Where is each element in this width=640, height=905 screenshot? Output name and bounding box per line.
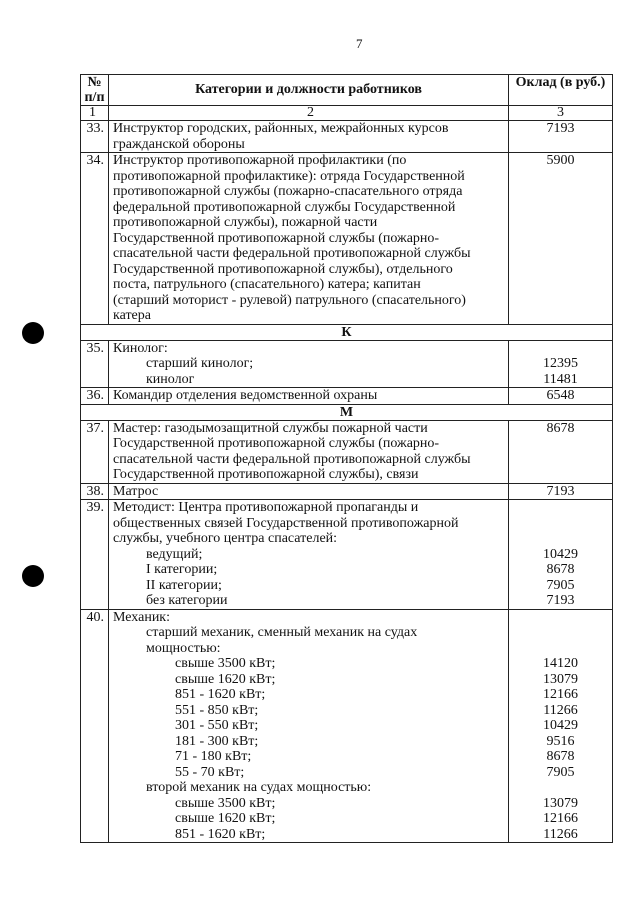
row-text: свыше 1620 кВт; (175, 811, 276, 826)
row-num: 34. (81, 153, 109, 324)
table-header (81, 75, 612, 105)
row-text: спасательной части федеральной противопожарной службы (113, 246, 471, 261)
row-value: 11266 (543, 826, 578, 842)
row-value: 8678 (546, 749, 575, 764)
section-letter: К (341, 324, 352, 340)
row-text: старший кинолог; (146, 356, 254, 371)
header-salary: Оклад (в руб.) (515, 75, 606, 90)
row-text: мощностью: (146, 640, 221, 656)
row-text: федеральной противопожарной службы Государственной (113, 199, 456, 215)
binder-hole (22, 322, 44, 344)
row-text: Методист: Центра противопожарной пропаганды и (113, 500, 419, 515)
row-value: 14120 (543, 656, 578, 671)
row-text: 851 - 1620 кВт; (175, 687, 266, 702)
row-category (109, 500, 509, 609)
row-text: старший механик, сменный механик на судах (146, 625, 418, 640)
row-text: Государственной противопожарной службы (пожарно- (113, 230, 440, 246)
table-row (81, 420, 612, 483)
row-text: общественных связей Государственной противопожарной (113, 515, 459, 531)
section-letter: М (339, 404, 354, 420)
row-text: спасательной части федеральной противопожарной службы (113, 451, 471, 467)
binder-hole (22, 565, 44, 587)
index-2: 2 (109, 106, 509, 120)
table-row (81, 609, 612, 843)
row-text: Мастер: газодымозащитной службы пожарной части (113, 420, 428, 436)
row-text: противопожарной службы), пожарной части (113, 215, 378, 230)
row-category (109, 421, 509, 483)
row-text: 851 - 1620 кВт; (175, 826, 266, 842)
row-category (109, 610, 509, 843)
row-text: противопожарной профилактике): отряда Государственной (113, 168, 465, 184)
row-salary (509, 610, 612, 843)
table-row (81, 499, 612, 609)
row-value: 8678 (546, 562, 575, 577)
row-text: 551 - 850 кВт; (175, 702, 259, 718)
row-value: 12166 (543, 811, 578, 826)
table-row (81, 483, 612, 500)
row-text: свыше 3500 кВт; (175, 656, 276, 671)
row-text: 55 - 70 кВт; (175, 764, 245, 780)
row-text: кинолог (146, 371, 195, 387)
row-salary (509, 500, 612, 609)
row-value: 11481 (543, 371, 578, 387)
row-text: свыше 1620 кВт; (175, 671, 276, 687)
row-text: Инструктор противопожарной профилактики (по (113, 153, 407, 168)
row-text: 301 - 550 кВт; (175, 718, 259, 733)
row-value: 13079 (543, 671, 578, 687)
row-text: Механик: (113, 609, 170, 625)
table-row (81, 340, 612, 388)
row-text: второй механик на судах мощностью: (146, 780, 372, 795)
table-row (81, 387, 612, 404)
row-value: 13079 (543, 795, 578, 811)
row-text: без категории (146, 593, 228, 608)
row-text: Кинолог: (113, 340, 168, 356)
row-salary: 5900 (546, 153, 575, 168)
row-text: Государственной противопожарной службы (пожарно- (113, 436, 440, 451)
letter-row-k (81, 324, 612, 340)
row-category: Командир отделения ведомственной охраны (109, 388, 509, 404)
row-num: 39. (81, 500, 109, 609)
row-text: гражданской обороны (113, 136, 245, 152)
row-num: 38. (81, 484, 109, 500)
letter-row-m (81, 404, 612, 420)
page-number: 7 (356, 36, 363, 51)
row-text: 71 - 180 кВт; (175, 749, 252, 764)
row-text: Инструктор городских, районных, межрайонных курсов (113, 121, 449, 136)
row-num: 36. (81, 388, 109, 404)
row-text: II категории; (146, 577, 222, 593)
row-salary (509, 341, 612, 388)
row-text: катера (113, 308, 151, 323)
row-value: 10429 (543, 718, 578, 733)
row-text: (старший моторист - рулевой) патрульного (спасательного) (113, 292, 466, 308)
table-row (81, 120, 612, 152)
row-value: 7905 (546, 577, 575, 593)
row-num: 37. (81, 421, 109, 483)
row-value: 7193 (546, 593, 575, 608)
row-text: Государственной противопожарной службы), отдельного (113, 261, 453, 277)
salary-table (80, 74, 613, 843)
row-category (109, 153, 509, 324)
row-num: 35. (81, 341, 109, 388)
index-1: 1 (81, 106, 109, 120)
index-row (81, 105, 612, 120)
row-category (109, 121, 509, 152)
header-num: № п/п (81, 75, 109, 105)
table-row (81, 152, 612, 324)
row-text: поста, патрульного (спасательного) катера; капитан (113, 277, 421, 292)
row-value: 11266 (543, 702, 578, 718)
row-category (109, 341, 509, 388)
row-value: 10429 (543, 546, 578, 562)
row-num: 33. (81, 121, 109, 152)
row-salary: 7193 (546, 121, 575, 136)
row-salary: 6548 (546, 388, 575, 403)
row-num: 40. (81, 610, 109, 843)
index-3: 3 (557, 105, 564, 120)
row-text: противопожарной службы (пожарно-спасательного отряда (113, 184, 463, 199)
row-value: 9516 (546, 733, 575, 749)
row-text: службы, учебного центра спасателей: (113, 531, 338, 546)
row-text: Государственной противопожарной службы), связи (113, 467, 419, 482)
header-category: Категории и должности работников (109, 75, 509, 105)
row-salary: 8678 (546, 420, 575, 436)
row-text: свыше 3500 кВт; (175, 795, 276, 811)
row-salary: 7193 (546, 483, 575, 499)
row-text: 181 - 300 кВт; (175, 733, 259, 749)
row-text: I категории; (146, 562, 218, 577)
row-value: 7905 (546, 764, 575, 780)
row-text: ведущий; (146, 546, 203, 562)
row-value: 12166 (543, 687, 578, 702)
row-category: Матрос (109, 484, 509, 500)
row-value: 12395 (543, 356, 578, 371)
